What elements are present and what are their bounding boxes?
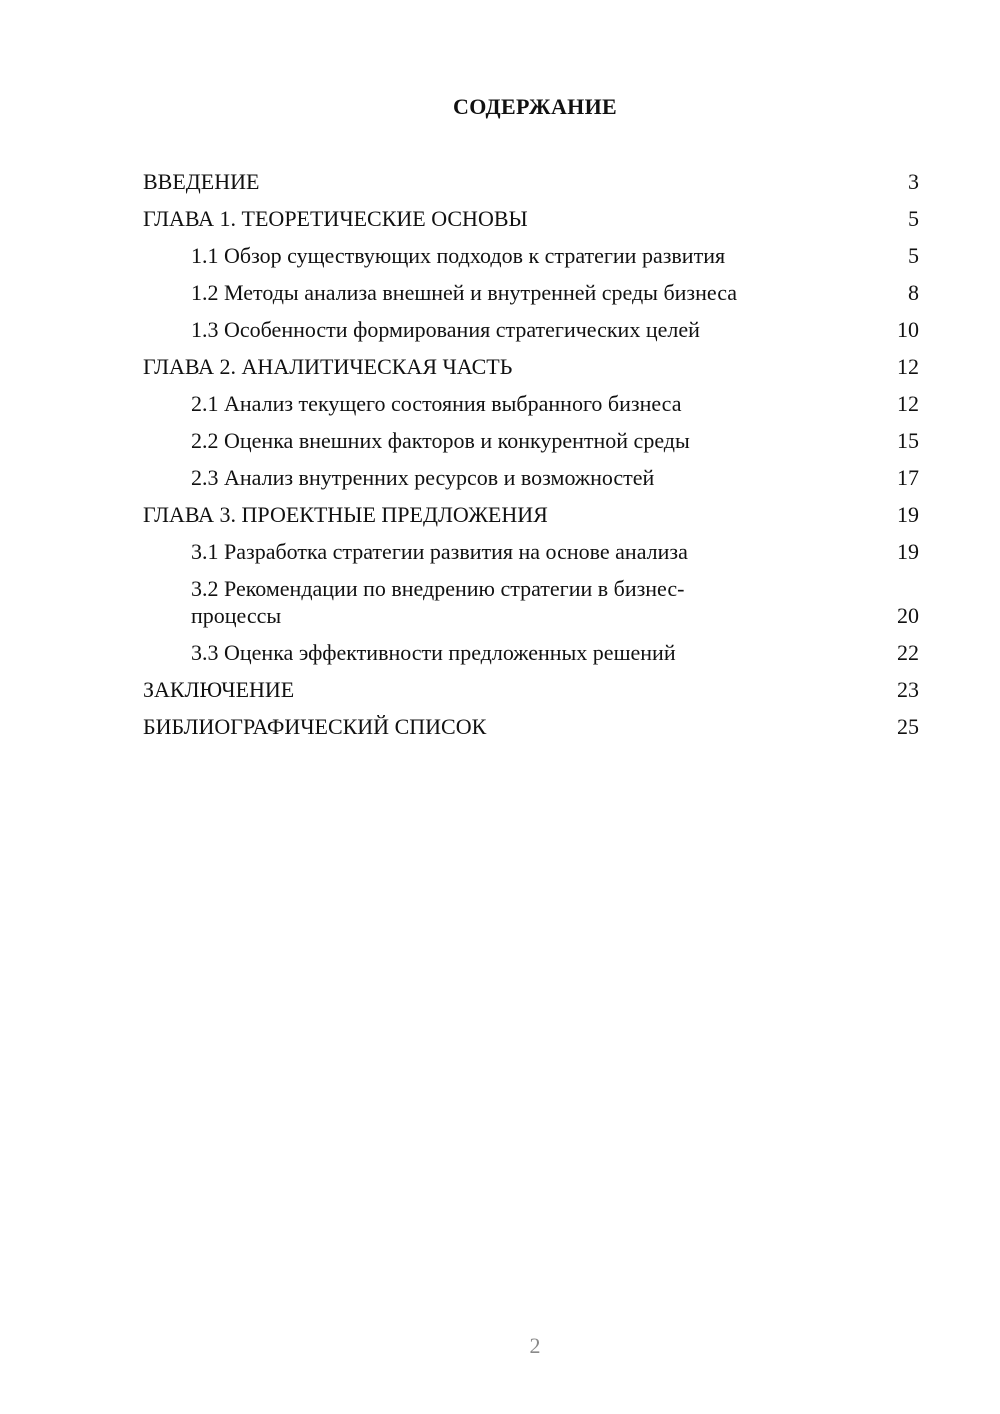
toc-entry-page: 23 <box>897 677 919 702</box>
toc-entry-conclusion[interactable] <box>143 676 919 703</box>
toc-entry-text: ЗАКЛЮЧЕНИЕ <box>143 677 295 702</box>
toc-entry-text: ГЛАВА 2. АНАЛИТИЧЕСКАЯ ЧАСТЬ <box>143 354 513 379</box>
toc-entry-text: 3.1 Разработка стратегии развития на основе анализа <box>191 539 688 564</box>
table-of-contents <box>143 168 919 750</box>
toc-entry-page: 25 <box>897 714 919 739</box>
page-number: 2 <box>529 1333 541 1358</box>
toc-entry-text: ГЛАВА 3. ПРОЕКТНЫЕ ПРЕДЛОЖЕНИЯ <box>143 502 548 527</box>
toc-entry-page: 5 <box>908 206 919 231</box>
toc-entry-section-1-1[interactable] <box>143 242 919 269</box>
page-title: СОДЕРЖАНИЕ <box>453 94 617 119</box>
toc-entry-page: 12 <box>897 391 919 416</box>
toc-entry-text: БИБЛИОГРАФИЧЕСКИЙ СПИСОК <box>143 714 487 739</box>
toc-entry-text: ГЛАВА 1. ТЕОРЕТИЧЕСКИЕ ОСНОВЫ <box>143 206 528 231</box>
toc-entry-section-3-1[interactable] <box>143 538 919 565</box>
toc-entry-text: 2.2 Оценка внешних факторов и конкурентной среды <box>191 428 690 453</box>
toc-entry-page: 17 <box>897 465 919 490</box>
toc-entry-page: 10 <box>897 317 919 342</box>
toc-entry-section-2-1[interactable] <box>143 390 919 417</box>
toc-entry-page: 19 <box>897 502 919 527</box>
toc-entry-text: 1.2 Методы анализа внешней и внутренней среды бизнеса <box>191 280 738 305</box>
toc-entry-text: 2.1 Анализ текущего состояния выбранного бизнеса <box>191 391 682 416</box>
toc-entry-text: 1.1 Обзор существующих подходов к стратегии развития <box>191 243 726 268</box>
toc-entry-text: 3.3 Оценка эффективности предложенных решений <box>191 640 676 665</box>
toc-entry-page: 8 <box>908 280 919 305</box>
toc-entry-section-3-3[interactable] <box>143 639 919 666</box>
toc-entry-text: 1.3 Особенности формирования стратегических целей <box>191 317 700 342</box>
toc-entry-page: 3 <box>908 169 919 194</box>
toc-entry-page: 5 <box>908 243 919 268</box>
toc-entry-page: 15 <box>897 428 919 453</box>
toc-entry-text: 3.2 Рекомендации по внедрению стратегии в бизнес-процессы <box>191 576 685 628</box>
toc-entry-text: ВВЕДЕНИЕ <box>143 169 260 194</box>
toc-entry-text: 2.3 Анализ внутренних ресурсов и возможностей <box>191 465 655 490</box>
toc-entry-chapter-1[interactable] <box>143 205 919 232</box>
toc-entry-page: 12 <box>897 354 919 379</box>
toc-entry-introduction[interactable] <box>143 168 919 195</box>
toc-entry-bibliography[interactable] <box>143 713 919 740</box>
toc-entry-section-1-2[interactable] <box>143 279 919 306</box>
toc-entry-section-1-3[interactable] <box>143 316 919 343</box>
toc-entry-chapter-2[interactable] <box>143 353 919 380</box>
toc-entry-page: 22 <box>897 640 919 665</box>
toc-entry-section-2-2[interactable] <box>143 427 919 454</box>
toc-entry-page: 20 <box>897 603 919 628</box>
toc-entry-chapter-3[interactable] <box>143 501 919 528</box>
toc-entry-section-3-2[interactable] <box>143 575 919 629</box>
toc-entry-section-2-3[interactable] <box>143 464 919 491</box>
toc-entry-page: 19 <box>897 539 919 564</box>
